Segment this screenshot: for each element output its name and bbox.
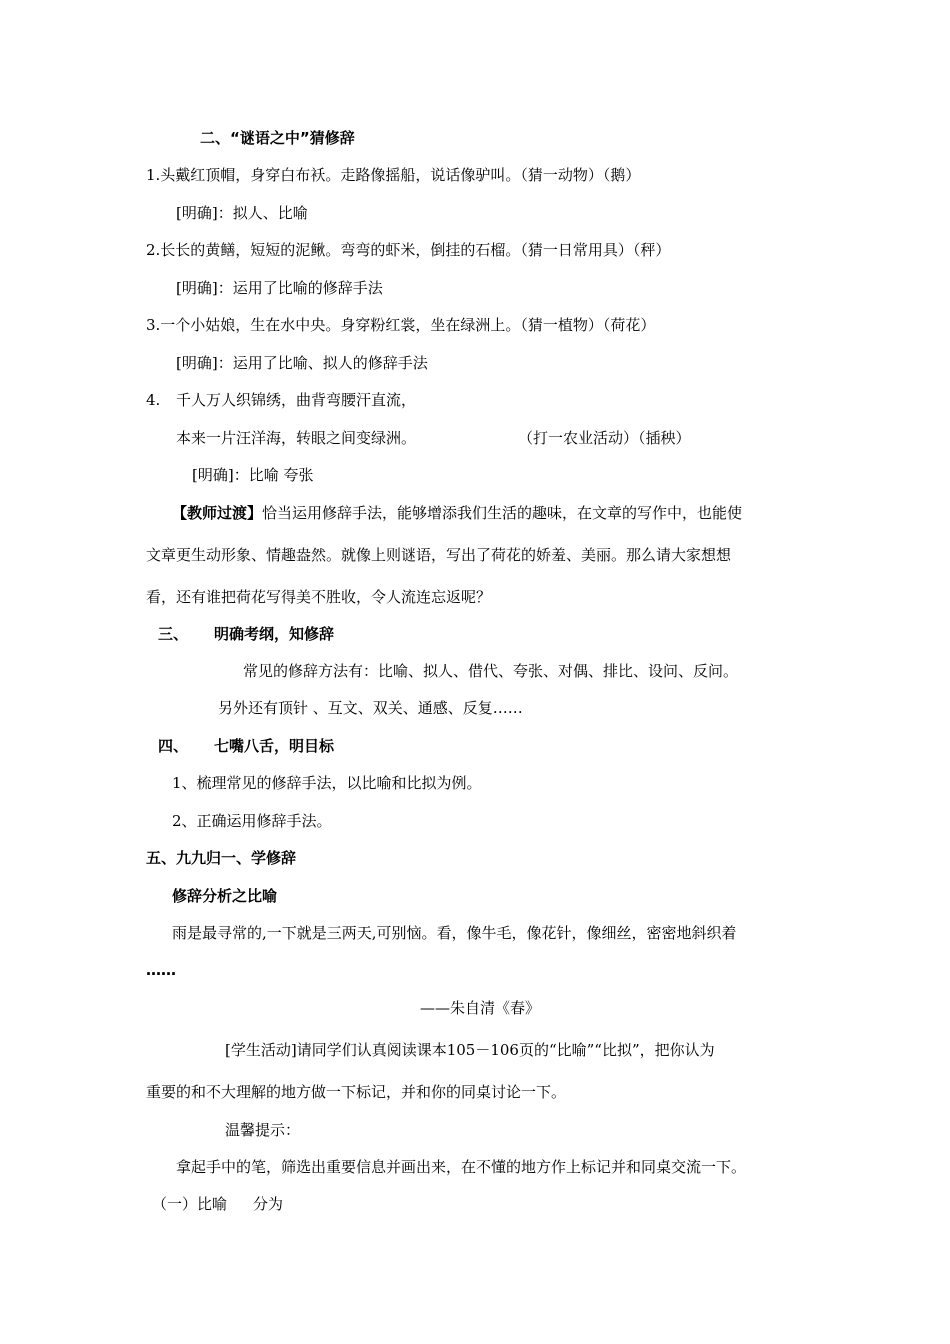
riddle-1-answer: [明确]：拟人、比喻 xyxy=(176,204,308,222)
section-5-heading: 五、九九归一、学修辞 xyxy=(146,849,297,867)
section-4-title: 七嘴八舌，明目标 xyxy=(214,737,335,755)
metaphor-types-text: 分为 xyxy=(253,1195,284,1213)
metaphor-analysis-subheading: 修辞分析之比喻 xyxy=(172,887,278,905)
riddle-3-answer: [明确]：运用了比喻、拟人的修辞手法 xyxy=(176,354,428,372)
riddle-4-answer: [明确]：比喻 夸张 xyxy=(192,466,314,484)
rhetoric-list-line-2: 另外还有顶针 、互文、双关、通感、反复…… xyxy=(218,699,523,717)
teacher-transition-line-3: 看，还有谁把荷花写得美不胜收，令人流连忘返呢？ xyxy=(146,588,492,606)
riddle-4-number: 4. xyxy=(146,391,161,409)
teacher-transition-line-2: 文章更生动形象、情趣盎然。就像上则谜语，写出了荷花的娇羞、美丽。那么请大家想想 xyxy=(146,546,732,564)
riddle-1: 1.头戴红顶帽，身穿白布袄。走路像摇船，说话像驴叫。（猜一动物）（鹅） xyxy=(146,166,641,184)
metaphor-types-line xyxy=(152,1194,283,1214)
teacher-transition-line-1 xyxy=(172,503,742,523)
riddle-3: 3.一个小姑娘，生在水中央。身穿粉红裳，坐在绿洲上。（猜一植物）（荷花） xyxy=(146,316,656,334)
student-activity-line-2: 重要的和不大理解的地方做一下标记，并和你的同桌讨论一下。 xyxy=(146,1083,567,1101)
riddle-4-line-1: 千人万人织锦绣，曲背弯腰汗直流， xyxy=(176,391,417,409)
teacher-transition-label: 【教师过渡】 xyxy=(172,504,263,522)
riddle-4-hint: （打一农业活动）（插秧） xyxy=(518,429,691,447)
student-activity-line-1: [学生活动]请同学们认真阅读课本105－106页的“比喻”“比拟”，把你认为 xyxy=(225,1041,715,1059)
section-3-number: 三、 xyxy=(158,625,189,643)
quote-line-1: 雨是最寻常的,一下就是三两天,可别恼。看，像牛毛，像花针，像细丝，密密地斜织着 xyxy=(172,924,737,942)
quote-source: ——朱自清《春》 xyxy=(420,999,541,1017)
metaphor-label: （一）比喻 xyxy=(152,1195,228,1213)
section-2-heading: 二、“谜语之中”猜修辞 xyxy=(200,129,355,147)
goal-item-2: 2、正确运用修辞手法。 xyxy=(172,812,332,830)
section-3-title: 明确考纲，知修辞 xyxy=(214,625,335,643)
rhetoric-list-line-1: 常见的修辞方法有：比喻、拟人、借代、夸张、对偶、排比、设问、反问。 xyxy=(243,662,739,680)
tip-label: 温馨提示： xyxy=(225,1121,301,1139)
riddle-4-line-2: 本来一片汪洋海，转眼之间变绿洲。 xyxy=(176,429,417,447)
goal-item-1: 1、梳理常见的修辞手法，以比喻和比拟为例。 xyxy=(172,774,482,792)
quote-line-2: …… xyxy=(146,961,176,979)
teacher-transition-text: 恰当运用修辞手法，能够增添我们生活的趣味，在文章的写作中，也能使 xyxy=(262,504,743,522)
tip-text: 拿起手中的笔，筛选出重要信息并画出来，在不懂的地方作上标记并和同桌交流一下。 xyxy=(176,1158,747,1176)
riddle-2: 2.长长的黄鳝，短短的泥鳅。弯弯的虾米，倒挂的石榴。（猜一日常用具）（秤） xyxy=(146,241,671,259)
riddle-2-answer: [明确]：运用了比喻的修辞手法 xyxy=(176,279,383,297)
section-4-number: 四、 xyxy=(158,737,189,755)
